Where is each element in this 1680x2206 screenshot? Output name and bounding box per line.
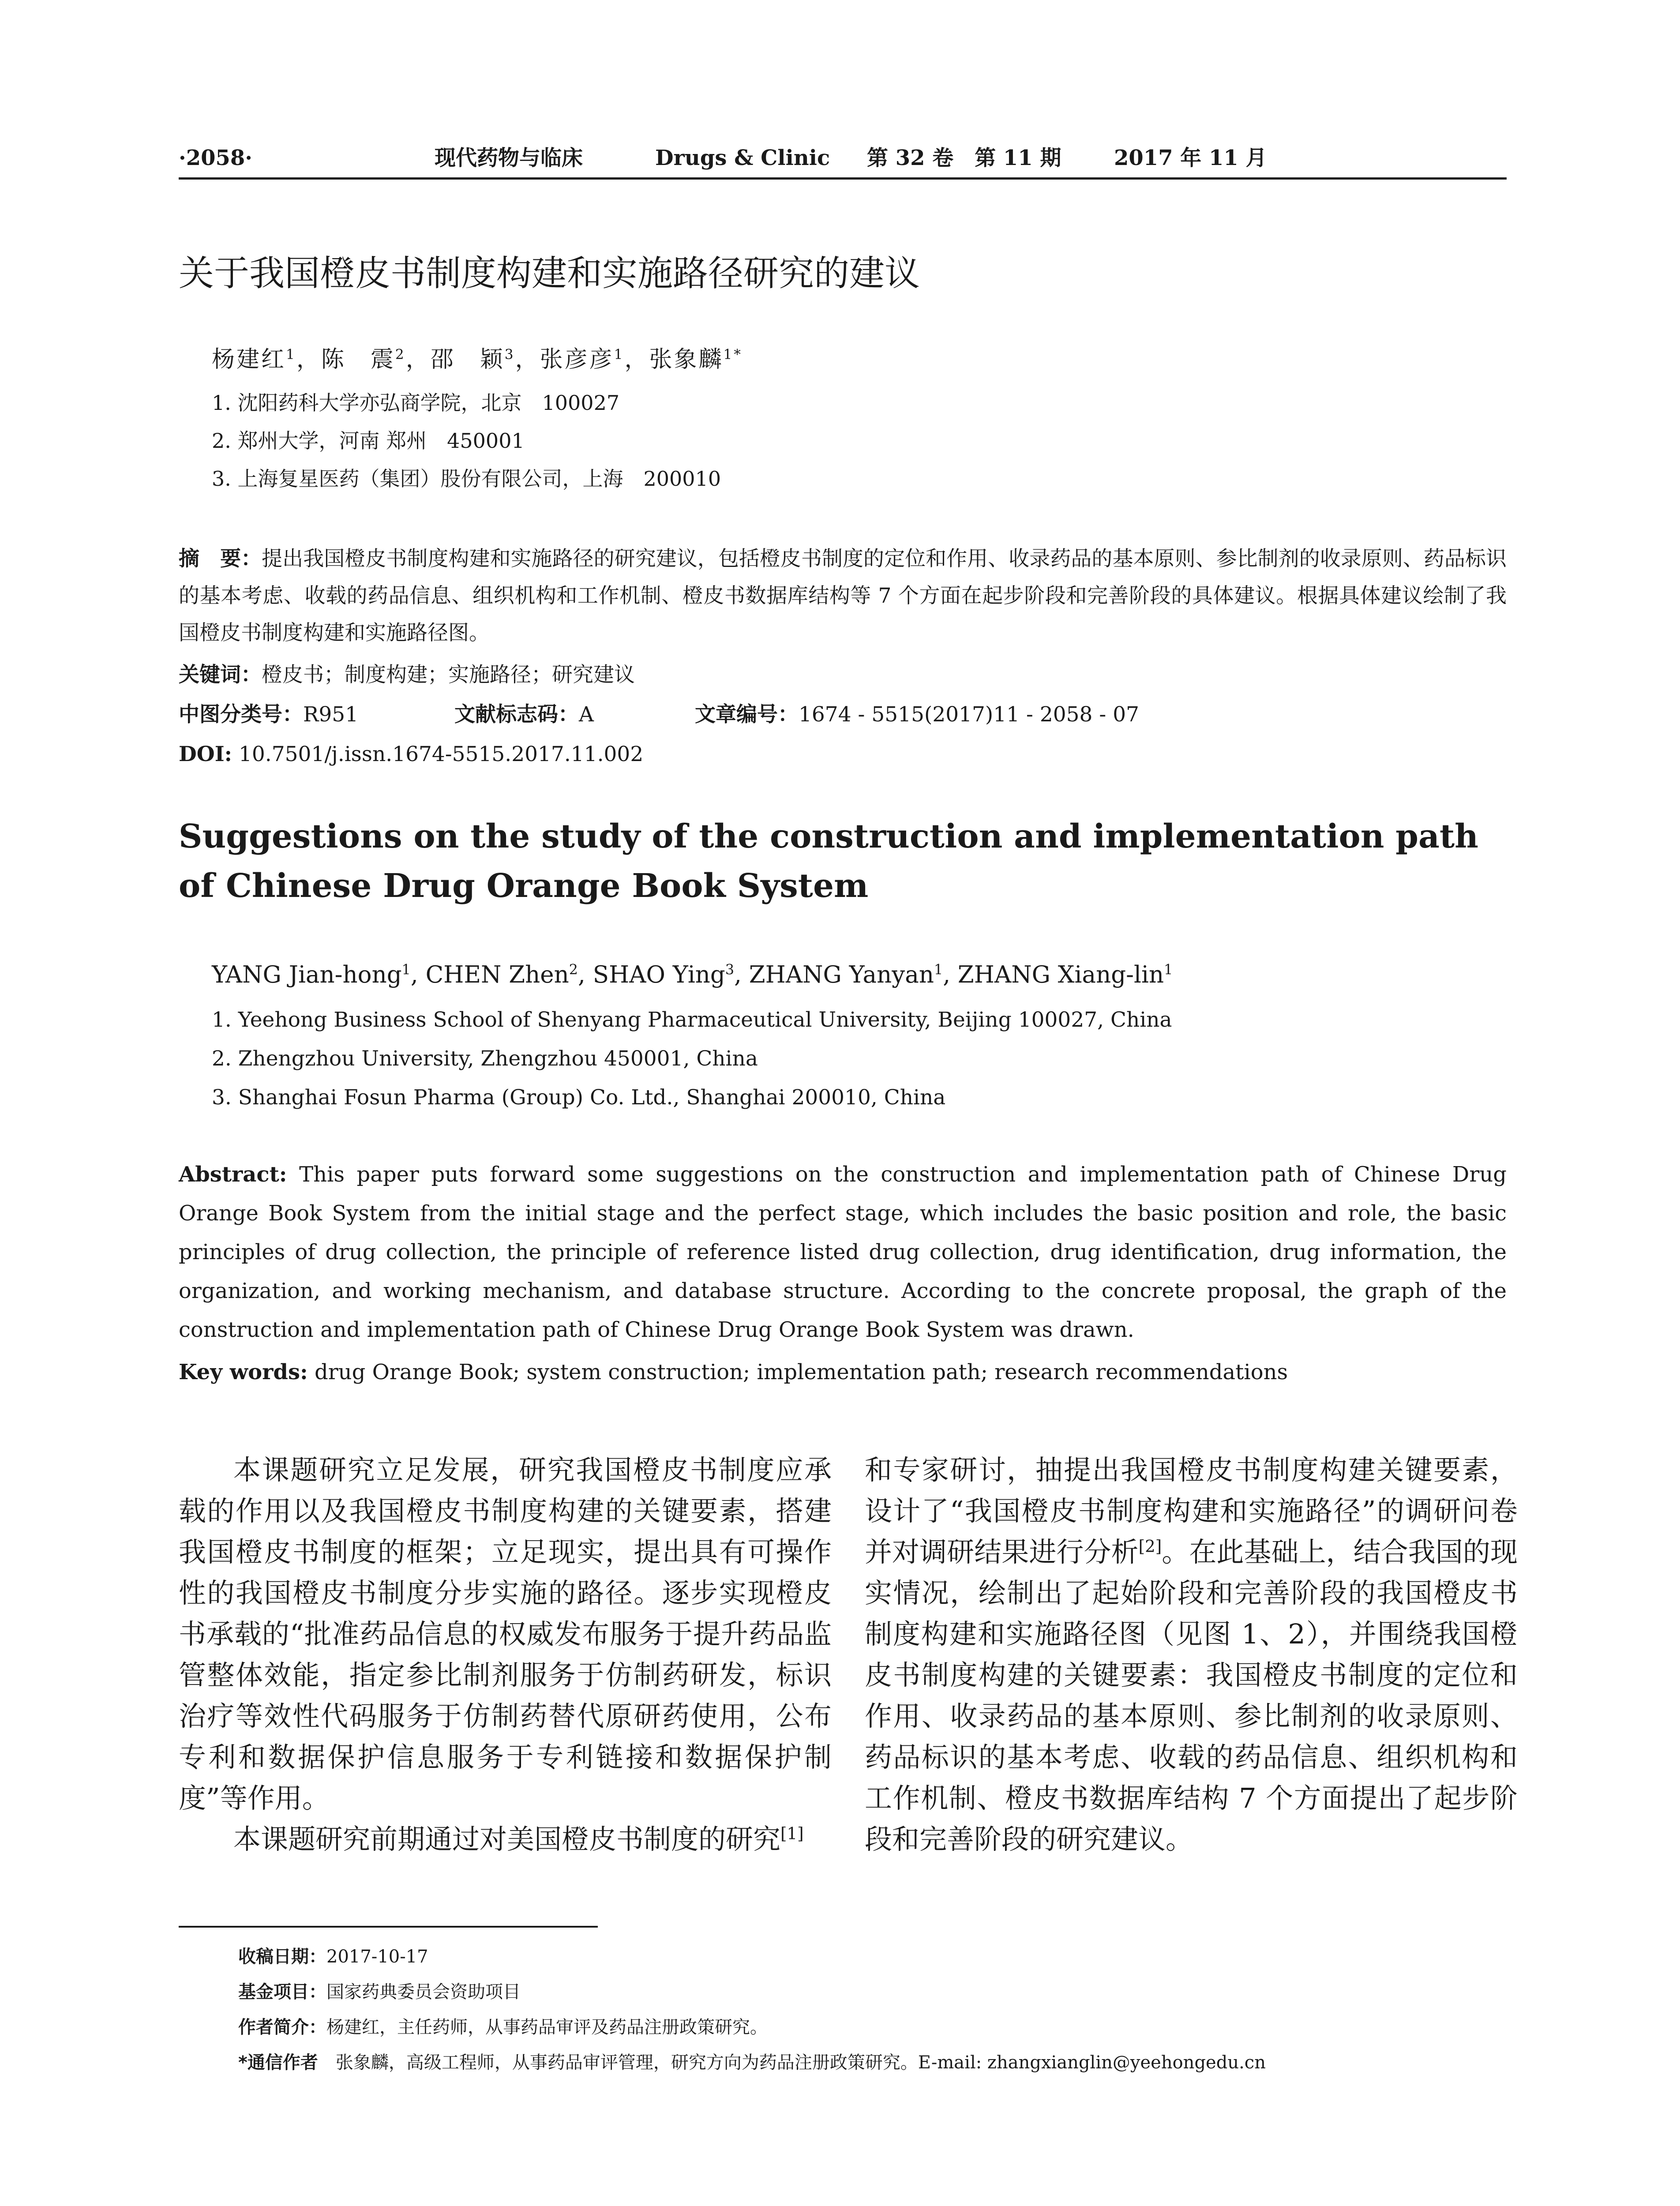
doi-line (179, 737, 643, 772)
citation-ref[interactable]: [1] (780, 1823, 804, 1843)
keywords-cn (179, 657, 635, 693)
authors-cn: 杨建红$^1$，陈 震$^2$，邵 颖$^3$，张彦彦$^1$，张象麟$^{1*}$ (212, 346, 742, 373)
journal-name-en: Drugs & Clinic (655, 146, 830, 170)
author-affiliation-mark: 2 (395, 346, 406, 363)
article-number-value: 1674 - 5515(2017)11 - 2058 - 07 (799, 702, 1140, 727)
page-number: ·2058· (179, 146, 253, 170)
author-name: ZHANG Yanyan (749, 961, 934, 988)
footnote-fund: 基金项目：国家药典委员会资助项目 (238, 1982, 521, 2002)
author-affiliation-mark: 1 (286, 346, 296, 363)
author-name: SHAO Ying (592, 961, 725, 988)
article-number-label: 文章编号： (695, 702, 799, 727)
affiliations-en (212, 1001, 1172, 1117)
issue-date: 2017 年 11 月 (1114, 146, 1267, 170)
doi-label: DOI: (179, 742, 232, 766)
abstract-label: Abstract: (179, 1162, 287, 1187)
author-name: 张彦彦 (540, 346, 614, 373)
author-affiliation-mark: 3 (504, 346, 515, 363)
footnote-rule (179, 1926, 598, 1928)
affiliation-line: 1. Yeehong Business School of Shenyang Pharmaceutical University, Beijing 100027, China (212, 1008, 1172, 1032)
abstract-en (179, 1155, 1507, 1349)
keywords-text: 橙皮书；制度构建；实施路径；研究建议 (262, 663, 635, 687)
footnote-corresponding: *通信作者 张象麟，高级工程师，从事药品审评管理，研究方向为药品注册政策研究。E-mail: zhangxianglin@yeehongedu.cn (238, 2052, 1266, 2073)
clc-value: R951 (303, 702, 359, 727)
body-paragraph (179, 1819, 832, 1860)
author-affiliation-mark: 1 (614, 346, 625, 363)
author-name: 邵 颖 (430, 346, 505, 373)
keywords-label: 关键词： (179, 663, 262, 687)
authors-en: YANG Jian-hong$^1$, CHEN Zhen$^2$, SHAO Ying$^3$, ZHANG Yanyan$^1$, ZHANG Xiang-lin$^1$ (212, 961, 1173, 988)
footnote-received: 收稿日期：2017-10-17 (238, 1947, 428, 1967)
clc-label: 中图分类号： (179, 702, 303, 727)
abstract-text: 提出我国橙皮书制度构建和实施路径的研究建议，包括橙皮书制度的定位和作用、收录药品的基本原则、参比制剂的收录原则、药品标识的基本考虑、收载的药品信息、组织机构和工作机制、橙皮书数据库结构等 7 个方面在起步阶段和完善阶段的具体建议。根据具体建议绘制了我国橙皮书制度构建和实施路径图。 (179, 547, 1507, 645)
affiliation-line: 3. 上海复星医药（集团）股份有限公司，上海 200010 (212, 467, 721, 491)
affiliations-cn (212, 384, 721, 498)
body-column-right (865, 1449, 1518, 1860)
body-paragraph: 本课题研究立足发展，研究我国橙皮书制度应承载的作用以及我国橙皮书制度构建的关键要素，搭建我国橙皮书制度的框架；立足现实，提出具有可操作性的我国橙皮书制度分步实施的路径。逐步实现橙皮书承载的“批准药品信息的权威发布服务于提升药品监管整体效能，指定参比制剂服务于仿制药研发，标识治疗等效性代码服务于仿制药替代原研药使用，公布专利和数据保护信息服务于专利链接和数据保护制度”等作用。 (179, 1454, 832, 1814)
author-affiliation-mark: 2 (569, 961, 578, 978)
keywords-label: Key words: (179, 1360, 308, 1384)
author-affiliation-mark: 3 (725, 961, 735, 978)
body-paragraph (865, 1449, 1518, 1860)
volume-issue: 第 32 卷 第 11 期 (867, 146, 1061, 170)
footnote-author: 作者简介：杨建红，主任药师，从事药品审评及药品注册政策研究。 (238, 2017, 768, 2037)
affiliation-line: 2. 郑州大学，河南 郑州 450001 (212, 429, 525, 453)
author-name: 陈 震 (321, 346, 395, 373)
author-name: ZHANG Xiang-lin (957, 961, 1164, 988)
doi-value: 10.7501/j.issn.1674-5515.2017.11.002 (232, 742, 644, 766)
body-text: 和专家研讨，抽提出我国橙皮书制度构建关键要素，设计了“我国橙皮书制度构建和实施路径”的调研问卷并对调研结果进行分析 (865, 1454, 1518, 1568)
abstract-cn (179, 540, 1507, 652)
author-affiliation-mark: 1 (1164, 961, 1173, 978)
abstract-text: This paper puts forward some suggestions on the construction and implementation path of Chinese Drug Orange Book System from the initial stage and the perfect stage, which includes the basic position and role, the basic principles of drug collection, the principle of reference listed drug collection, drug identification, drug information, the organization, and working mechanism, and database structure. According to the concrete proposal, the graph of the construction and implementation path of Chinese Drug Orange Book System was drawn. (179, 1162, 1507, 1342)
affiliation-line: 3. Shanghai Fosun Pharma (Group) Co. Ltd., Shanghai 200010, China (212, 1085, 946, 1110)
affiliation-line: 2. Zhengzhou University, Zhengzhou 450001, China (212, 1047, 758, 1071)
running-header (179, 140, 1507, 176)
keywords-en (179, 1354, 1288, 1390)
abstract-label: 摘 要： (179, 547, 262, 571)
author-name: YANG Jian-hong (212, 961, 402, 988)
body-text: 。在此基础上，结合我国的现实情况，绘制出了起始阶段和完善阶段的我国橙皮书制度构建和实施路径图（见图 1、2），并围绕我国橙皮书制度构建的关键要素：我国橙皮书制度的定位和作用、收录药品的基本原则、参比制剂的收录原则、药品标识的基本考虑、收载的药品信息、组织机构和工作机制、橙皮书数据库结构 7 个方面提出了起步阶段和完善阶段的研究建议。 (865, 1536, 1518, 1855)
journal-name-cn: 现代药物与临床 (435, 146, 583, 170)
author-name: 杨建红 (212, 346, 286, 373)
title-en: Suggestions on the study of the construction and implementation path of Chinese Drug Orange Book System (179, 818, 1478, 905)
author-affiliation-mark: 1 (401, 961, 411, 978)
author-affiliation-mark: 1 (934, 961, 943, 978)
header-rule (179, 177, 1507, 180)
citation-ref[interactable]: [2] (1138, 1536, 1162, 1556)
footnotes (238, 1939, 1266, 2080)
author-name: 张象麟 (649, 346, 724, 373)
doc-code-label: 文献标志码： (454, 702, 579, 727)
doc-code-value: A (579, 702, 594, 727)
author-affiliation-mark: 1* (723, 346, 742, 363)
author-name: CHEN Zhen (425, 961, 569, 988)
title-cn: 关于我国橙皮书制度构建和实施路径研究的建议 (179, 253, 920, 294)
body-column-left (179, 1449, 832, 1860)
keywords-text: drug Orange Book; system construction; implementation path; research recommendations (308, 1360, 1288, 1384)
affiliation-line: 1. 沈阳药科大学亦弘商学院，北京 100027 (212, 391, 620, 415)
body-text: 本课题研究前期通过对美国橙皮书制度的研究 (233, 1823, 781, 1855)
